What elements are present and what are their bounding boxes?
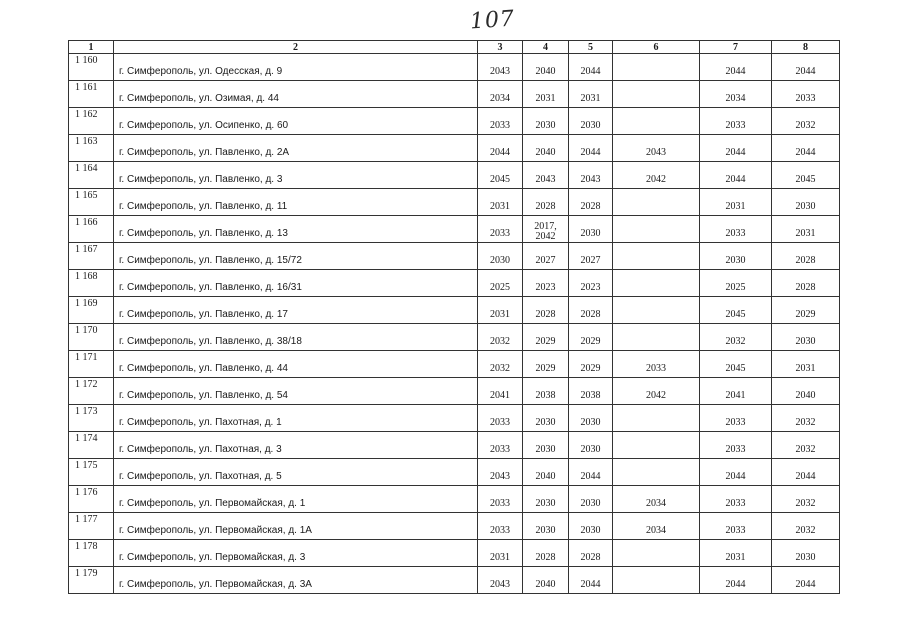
value-col-8-cell: 2032 xyxy=(772,513,840,540)
row-number-cell: 1 161 xyxy=(69,81,114,108)
value-col-6-cell: 2034 xyxy=(613,486,700,513)
value-col-4-cell: 2023 xyxy=(523,270,569,297)
value-col-3-cell: 2033 xyxy=(478,108,523,135)
table-header xyxy=(69,41,840,54)
value-col-5-cell: 2028 xyxy=(569,189,613,216)
value-col-4-cell: 2029 xyxy=(523,351,569,378)
address-cell: г. Симферополь, ул. Пахотная, д. 3 xyxy=(114,432,478,459)
row-number-cell: 1 165 xyxy=(69,189,114,216)
value-col-6-cell xyxy=(613,540,700,567)
value-col-5-cell: 2044 xyxy=(569,459,613,486)
value-col-6-cell xyxy=(613,54,700,81)
address-cell: г. Симферополь, ул. Павленко, д. 44 xyxy=(114,351,478,378)
value-col-7-cell: 2044 xyxy=(700,135,772,162)
value-col-3-cell: 2043 xyxy=(478,459,523,486)
column-header-6: 6 xyxy=(613,41,700,54)
value-col-5-cell: 2044 xyxy=(569,567,613,594)
value-col-5-cell: 2030 xyxy=(569,513,613,540)
row-number-cell: 1 171 xyxy=(69,351,114,378)
row-number-cell: 1 163 xyxy=(69,135,114,162)
value-col-7-cell: 2031 xyxy=(700,189,772,216)
value-col-7-cell: 2041 xyxy=(700,378,772,405)
column-header-2: 2 xyxy=(114,41,478,54)
table-row xyxy=(69,243,840,270)
value-col-4-cell: 2029 xyxy=(523,324,569,351)
value-col-7-cell: 2032 xyxy=(700,324,772,351)
value-col-8-cell: 2044 xyxy=(772,567,840,594)
column-header-5: 5 xyxy=(569,41,613,54)
value-col-6-cell xyxy=(613,216,700,243)
value-col-3-cell: 2043 xyxy=(478,567,523,594)
value-col-4-cell: 2043 xyxy=(523,162,569,189)
value-col-7-cell: 2033 xyxy=(700,108,772,135)
value-col-5-cell: 2030 xyxy=(569,405,613,432)
table-row xyxy=(69,486,840,513)
table-row xyxy=(69,297,840,324)
column-header-8: 8 xyxy=(772,41,840,54)
row-number-cell: 1 166 xyxy=(69,216,114,243)
value-col-8-cell: 2029 xyxy=(772,297,840,324)
table-body xyxy=(69,54,840,594)
value-col-4-cell: 2028 xyxy=(523,297,569,324)
table-row xyxy=(69,54,840,81)
value-col-6-cell xyxy=(613,189,700,216)
value-col-8-cell: 2030 xyxy=(772,324,840,351)
row-number-cell: 1 178 xyxy=(69,540,114,567)
value-col-6-cell xyxy=(613,108,700,135)
value-col-5-cell: 2027 xyxy=(569,243,613,270)
row-number-cell: 1 162 xyxy=(69,108,114,135)
value-col-5-cell: 2030 xyxy=(569,216,613,243)
value-col-7-cell: 2030 xyxy=(700,243,772,270)
value-col-6-cell xyxy=(613,405,700,432)
row-number-cell: 1 164 xyxy=(69,162,114,189)
value-col-4-cell: 2017, 2042 xyxy=(523,216,569,243)
table-row xyxy=(69,216,840,243)
value-col-8-cell: 2030 xyxy=(772,540,840,567)
address-cell: г. Симферополь, ул. Павленко, д. 3 xyxy=(114,162,478,189)
value-col-8-cell: 2032 xyxy=(772,486,840,513)
value-col-7-cell: 2045 xyxy=(700,351,772,378)
row-number-cell: 1 176 xyxy=(69,486,114,513)
value-col-8-cell: 2030 xyxy=(772,189,840,216)
value-col-5-cell: 2028 xyxy=(569,297,613,324)
address-cell: г. Симферополь, ул. Первомайская, д. 3 xyxy=(114,540,478,567)
table-row xyxy=(69,459,840,486)
value-col-7-cell: 2031 xyxy=(700,540,772,567)
value-col-6-cell: 2042 xyxy=(613,378,700,405)
address-cell: г. Симферополь, ул. Павленко, д. 54 xyxy=(114,378,478,405)
value-col-8-cell: 2031 xyxy=(772,216,840,243)
value-col-7-cell: 2033 xyxy=(700,486,772,513)
value-col-3-cell: 2033 xyxy=(478,486,523,513)
value-col-3-cell: 2031 xyxy=(478,297,523,324)
address-cell: г. Симферополь, ул. Павленко, д. 38/18 xyxy=(114,324,478,351)
row-number-cell: 1 169 xyxy=(69,297,114,324)
value-col-7-cell: 2044 xyxy=(700,459,772,486)
address-cell: г. Симферополь, ул. Пахотная, д. 5 xyxy=(114,459,478,486)
value-col-8-cell: 2032 xyxy=(772,432,840,459)
value-col-7-cell: 2034 xyxy=(700,81,772,108)
table-row xyxy=(69,324,840,351)
value-col-8-cell: 2028 xyxy=(772,270,840,297)
value-col-8-cell: 2032 xyxy=(772,108,840,135)
value-col-3-cell: 2032 xyxy=(478,351,523,378)
value-col-3-cell: 2045 xyxy=(478,162,523,189)
value-col-4-cell: 2030 xyxy=(523,513,569,540)
value-col-5-cell: 2030 xyxy=(569,486,613,513)
value-col-3-cell: 2033 xyxy=(478,432,523,459)
value-col-3-cell: 2030 xyxy=(478,243,523,270)
value-col-5-cell: 2029 xyxy=(569,351,613,378)
table-row xyxy=(69,378,840,405)
row-number-cell: 1 175 xyxy=(69,459,114,486)
row-number-cell: 1 167 xyxy=(69,243,114,270)
value-col-8-cell: 2032 xyxy=(772,405,840,432)
table-row xyxy=(69,513,840,540)
table-row xyxy=(69,162,840,189)
housing-register-table xyxy=(68,40,840,594)
value-col-8-cell: 2033 xyxy=(772,81,840,108)
value-col-4-cell: 2030 xyxy=(523,432,569,459)
column-header-3: 3 xyxy=(478,41,523,54)
value-col-5-cell: 2044 xyxy=(569,54,613,81)
address-cell: г. Симферополь, ул. Пахотная, д. 1 xyxy=(114,405,478,432)
value-col-6-cell: 2033 xyxy=(613,351,700,378)
value-col-4-cell: 2040 xyxy=(523,135,569,162)
value-col-5-cell: 2044 xyxy=(569,135,613,162)
value-col-8-cell: 2044 xyxy=(772,54,840,81)
value-col-5-cell: 2029 xyxy=(569,324,613,351)
row-number-cell: 1 173 xyxy=(69,405,114,432)
value-col-7-cell: 2045 xyxy=(700,297,772,324)
address-cell: г. Симферополь, ул. Одесская, д. 9 xyxy=(114,54,478,81)
value-col-3-cell: 2044 xyxy=(478,135,523,162)
address-cell: г. Симферополь, ул. Озимая, д. 44 xyxy=(114,81,478,108)
table-row xyxy=(69,567,840,594)
value-col-7-cell: 2033 xyxy=(700,216,772,243)
address-cell: г. Симферополь, ул. Павленко, д. 11 xyxy=(114,189,478,216)
value-col-3-cell: 2043 xyxy=(478,54,523,81)
value-col-4-cell: 2040 xyxy=(523,459,569,486)
value-col-5-cell: 2023 xyxy=(569,270,613,297)
row-number-cell: 1 174 xyxy=(69,432,114,459)
value-col-5-cell: 2030 xyxy=(569,108,613,135)
row-number-cell: 1 172 xyxy=(69,378,114,405)
value-col-6-cell xyxy=(613,459,700,486)
row-number-cell: 1 177 xyxy=(69,513,114,540)
row-number-cell: 1 168 xyxy=(69,270,114,297)
value-col-7-cell: 2033 xyxy=(700,432,772,459)
value-col-7-cell: 2033 xyxy=(700,405,772,432)
value-col-3-cell: 2033 xyxy=(478,216,523,243)
table-row xyxy=(69,189,840,216)
address-cell: г. Симферополь, ул. Первомайская, д. 3А xyxy=(114,567,478,594)
value-col-3-cell: 2031 xyxy=(478,540,523,567)
table-row xyxy=(69,432,840,459)
value-col-8-cell: 2045 xyxy=(772,162,840,189)
row-number-cell: 1 160 xyxy=(69,54,114,81)
value-col-3-cell: 2032 xyxy=(478,324,523,351)
value-col-6-cell xyxy=(613,432,700,459)
address-cell: г. Симферополь, ул. Павленко, д. 17 xyxy=(114,297,478,324)
value-col-3-cell: 2041 xyxy=(478,378,523,405)
row-number-cell: 1 170 xyxy=(69,324,114,351)
value-col-5-cell: 2030 xyxy=(569,432,613,459)
value-col-7-cell: 2033 xyxy=(700,513,772,540)
value-col-8-cell: 2044 xyxy=(772,459,840,486)
value-col-6-cell: 2034 xyxy=(613,513,700,540)
value-col-4-cell: 2027 xyxy=(523,243,569,270)
value-col-5-cell: 2028 xyxy=(569,540,613,567)
value-col-6-cell xyxy=(613,81,700,108)
value-col-6-cell xyxy=(613,243,700,270)
address-cell: г. Симферополь, ул. Павленко, д. 16/31 xyxy=(114,270,478,297)
table-row xyxy=(69,135,840,162)
value-col-4-cell: 2030 xyxy=(523,405,569,432)
value-col-6-cell xyxy=(613,297,700,324)
value-col-5-cell: 2038 xyxy=(569,378,613,405)
value-col-5-cell: 2043 xyxy=(569,162,613,189)
header-row xyxy=(69,41,840,54)
value-col-8-cell: 2028 xyxy=(772,243,840,270)
value-col-6-cell: 2043 xyxy=(613,135,700,162)
value-col-8-cell: 2031 xyxy=(772,351,840,378)
address-cell: г. Симферополь, ул. Осипенко, д. 60 xyxy=(114,108,478,135)
address-cell: г. Симферополь, ул. Первомайская, д. 1А xyxy=(114,513,478,540)
value-col-3-cell: 2033 xyxy=(478,405,523,432)
table-row xyxy=(69,540,840,567)
table-row xyxy=(69,108,840,135)
value-col-4-cell: 2040 xyxy=(523,567,569,594)
page-number: 107 xyxy=(469,6,516,35)
table-row xyxy=(69,405,840,432)
value-col-3-cell: 2031 xyxy=(478,189,523,216)
table-row xyxy=(69,270,840,297)
address-cell: г. Симферополь, ул. Первомайская, д. 1 xyxy=(114,486,478,513)
value-col-4-cell: 2030 xyxy=(523,108,569,135)
value-col-3-cell: 2033 xyxy=(478,513,523,540)
value-col-6-cell xyxy=(613,324,700,351)
table-row xyxy=(69,81,840,108)
value-col-8-cell: 2044 xyxy=(772,135,840,162)
value-col-6-cell: 2042 xyxy=(613,162,700,189)
value-col-4-cell: 2028 xyxy=(523,189,569,216)
value-col-7-cell: 2044 xyxy=(700,567,772,594)
value-col-4-cell: 2040 xyxy=(523,54,569,81)
value-col-7-cell: 2044 xyxy=(700,162,772,189)
value-col-6-cell xyxy=(613,270,700,297)
address-cell: г. Симферополь, ул. Павленко, д. 2А xyxy=(114,135,478,162)
value-col-3-cell: 2034 xyxy=(478,81,523,108)
value-col-4-cell: 2031 xyxy=(523,81,569,108)
value-col-4-cell: 2028 xyxy=(523,540,569,567)
value-col-6-cell xyxy=(613,567,700,594)
column-header-1: 1 xyxy=(69,41,114,54)
column-header-7: 7 xyxy=(700,41,772,54)
value-col-7-cell: 2044 xyxy=(700,54,772,81)
value-col-8-cell: 2040 xyxy=(772,378,840,405)
value-col-5-cell: 2031 xyxy=(569,81,613,108)
address-cell: г. Симферополь, ул. Павленко, д. 15/72 xyxy=(114,243,478,270)
value-col-7-cell: 2025 xyxy=(700,270,772,297)
row-number-cell: 1 179 xyxy=(69,567,114,594)
column-header-4: 4 xyxy=(523,41,569,54)
value-col-4-cell: 2038 xyxy=(523,378,569,405)
table-row xyxy=(69,351,840,378)
value-col-4-cell: 2030 xyxy=(523,486,569,513)
address-cell: г. Симферополь, ул. Павленко, д. 13 xyxy=(114,216,478,243)
value-col-3-cell: 2025 xyxy=(478,270,523,297)
